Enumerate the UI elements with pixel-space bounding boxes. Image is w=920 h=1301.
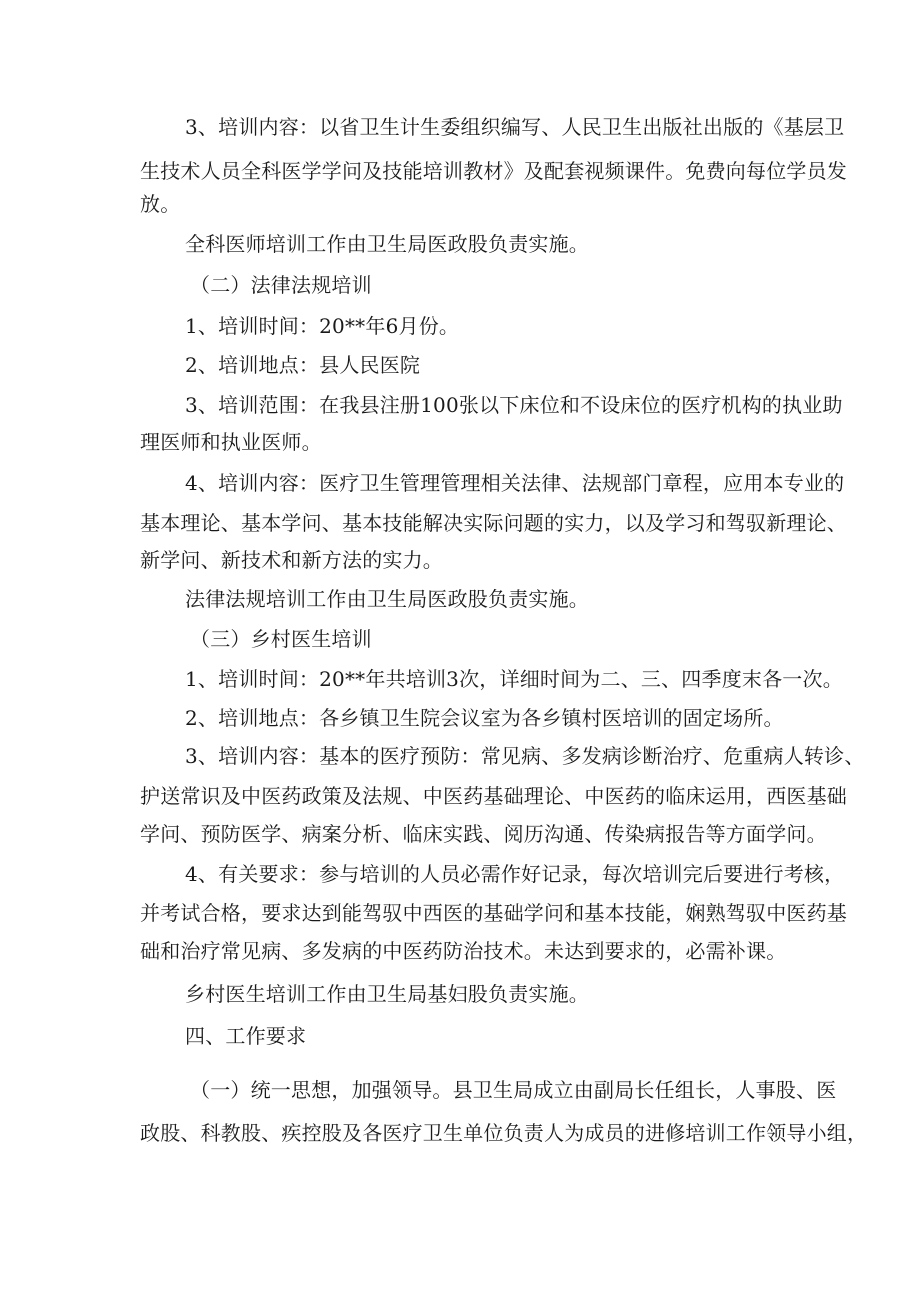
paragraph-line: 学问、预防医学、病案分析、临床实践、阅历沟通、传染病报告等方面学问。 [140, 822, 827, 846]
paragraph-line: 1、培训时间：20**年共培训3次，详细时间为二、三、四季度末各一次。 [185, 667, 843, 691]
paragraph-line: 4、培训内容：医疗卫生管理管理相关法律、法规部门章程，应用本专业的 [185, 471, 845, 495]
paragraph-line: 法律法规培训工作由卫生局医政股负责实施。 [185, 587, 589, 611]
paragraph-line: 政股、科教股、疾控股及各医疗卫生单位负责人为成员的进修培训工作领导小组， [140, 1121, 868, 1145]
paragraph-line: 理医师和执业医师。 [140, 430, 322, 454]
paragraph-line: 生技术人员全科医学学问及技能培训教材》及配套视频课件。免费向每位学员发 [140, 159, 847, 183]
paragraph-line: 3、培训内容：基本的医疗预防：常见病、多发病诊断治疗、危重病人转诊、 [185, 744, 865, 768]
paragraph-line: 新学问、新技术和新方法的实力。 [140, 548, 443, 572]
paragraph-line: 护送常识及中医药政策及法规、中医药基础理论、中医药的临床运用，西医基础 [140, 784, 847, 808]
section-heading: 四、工作要求 [185, 1024, 307, 1048]
paragraph-line: 基本理论、基本学问、基本技能解决实际问题的实力，以及学习和驾驭新理论、 [140, 511, 847, 535]
paragraph-line: 并考试合格，要求达到能驾驭中西医的基础学问和基本技能，娴熟驾驭中医药基 [140, 901, 847, 925]
paragraph-line: （一）统一思想，加强领导。县卫生局成立由副局长任组长，人事股、医 [190, 1078, 837, 1102]
paragraph-line: 3、培训范围：在我县注册100张以下床位和不设床位的医疗机构的执业助 [185, 393, 843, 417]
paragraph-line: 4、有关要求：参与培训的人员必需作好记录，每次培训完后要进行考核， [185, 862, 845, 886]
paragraph-line: 2、培训地点：县人民医院 [185, 353, 421, 377]
paragraph-line: 放。 [140, 192, 181, 216]
paragraph-line: 础和治疗常见病、多发病的中医药防治技术。未达到要求的，必需补课。 [140, 939, 787, 963]
section-heading: （二）法律法规培训 [190, 273, 372, 297]
paragraph-line: 2、培训地点：各乡镇卫生院会议室为各乡镇村医培训的固定场所。 [185, 706, 784, 730]
paragraph-line: 1、培训时间：20**年6月份。 [185, 314, 460, 338]
paragraph-line: 乡村医生培训工作由卫生局基妇股负责实施。 [185, 982, 589, 1006]
paragraph-line: 全科医师培训工作由卫生局医政股负责实施。 [185, 232, 589, 256]
section-heading: （三）乡村医生培训 [190, 627, 372, 651]
paragraph-line: 3、培训内容：以省卫生计生委组织编写、人民卫生出版社出版的《基层卫 [185, 115, 845, 139]
